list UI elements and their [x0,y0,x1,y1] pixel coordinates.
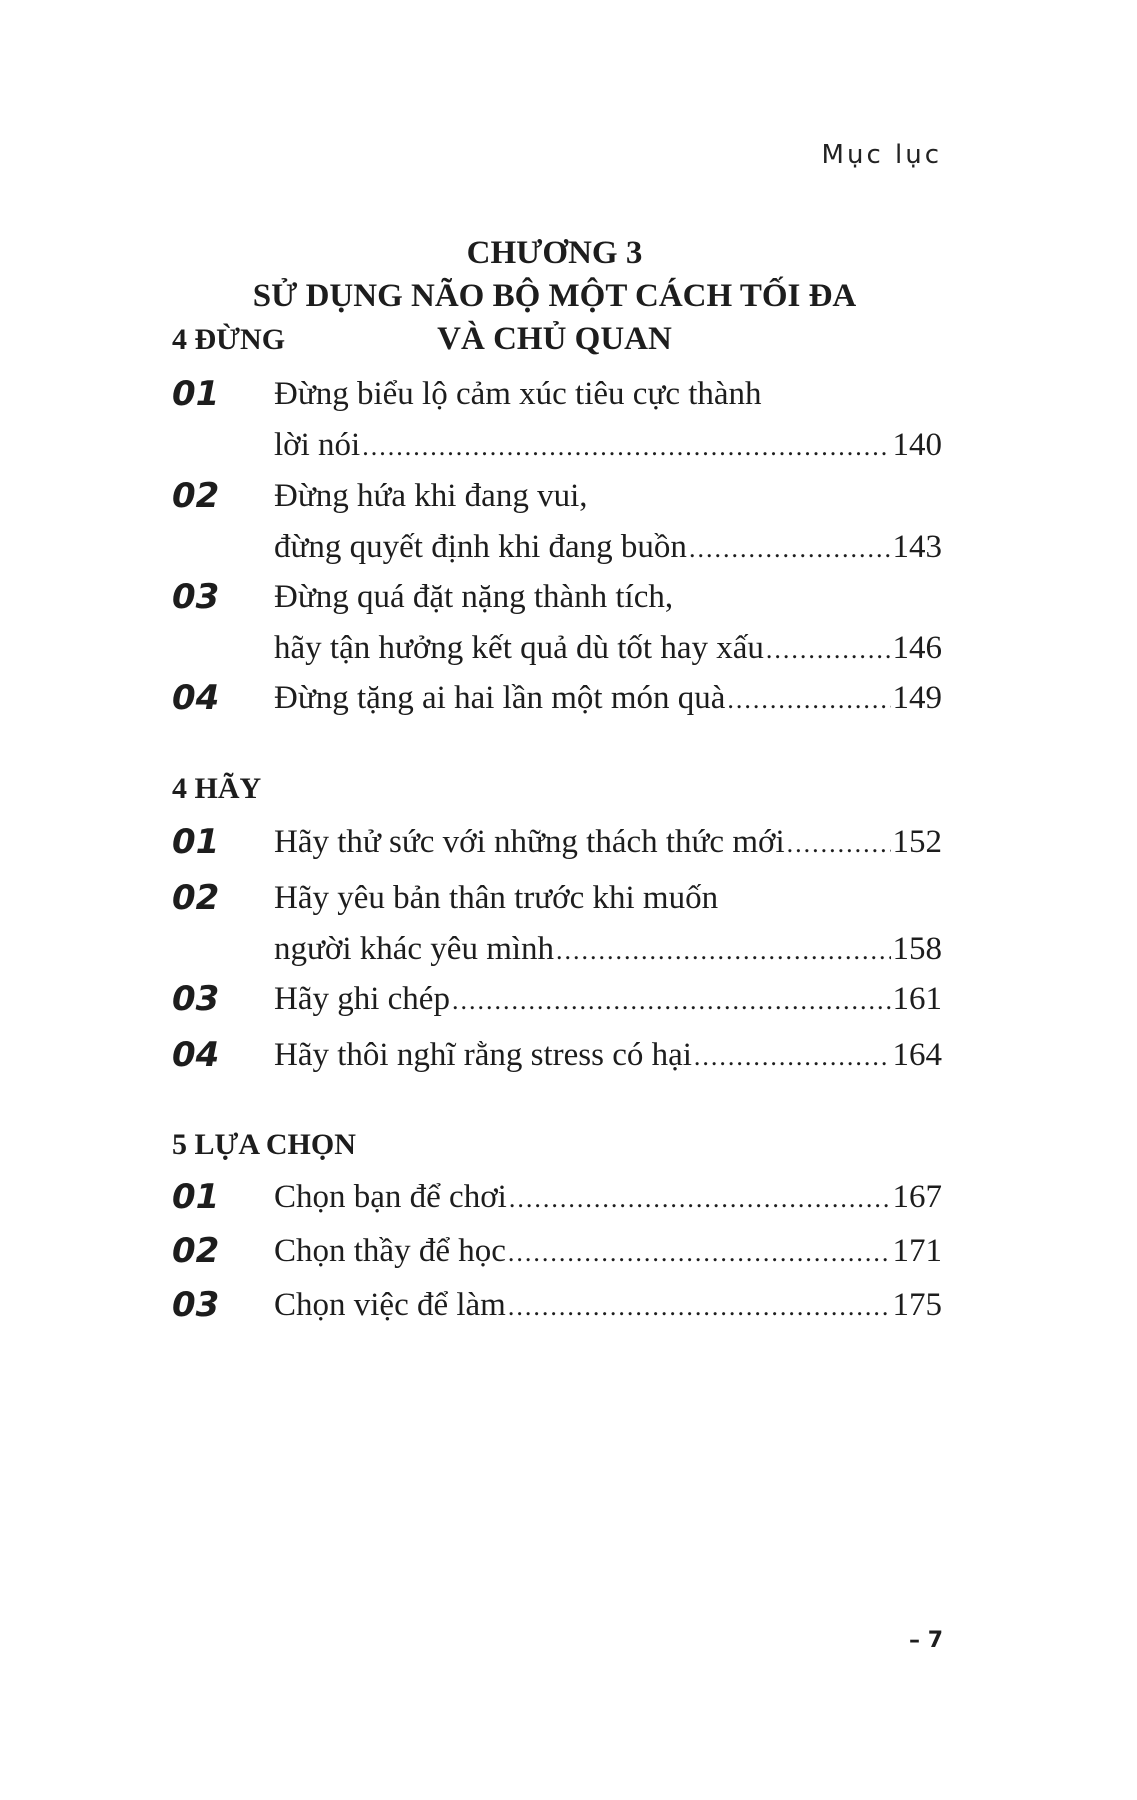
entry-title-cont: lời nói [274,427,361,463]
dot-leader [362,421,890,472]
dot-leader [556,925,890,976]
dot-leader [694,1031,891,1082]
chapter-heading [172,232,937,361]
entry-title: Chọn bạn để chơi [274,1179,507,1215]
page-number: 167 [892,1179,942,1215]
dot-leader [509,1173,891,1224]
toc-entry[interactable] [172,673,942,725]
entry-number: 02 [172,476,220,516]
entry-title: Chọn thầy để học [274,1233,506,1269]
entry-number: 01 [172,374,220,414]
folio-dash: – [909,1628,921,1653]
page-folio [909,1628,943,1653]
chapter-title-line-1: SỬ DỤNG NÃO BỘ MỘT CÁCH TỐI ĐA [252,278,857,314]
toc-entry[interactable] [172,873,942,976]
toc-entry[interactable] [172,1172,942,1224]
entry-number: 04 [172,1035,220,1075]
chapter-title-line-2: VÀ CHỦ QUAN [437,321,672,357]
dot-leader [452,975,891,1026]
toc-entry[interactable] [172,572,942,675]
entry-number: 02 [172,878,220,918]
entry-title: Chọn việc để làm [274,1287,506,1323]
entry-number: 04 [172,678,220,718]
dot-leader [787,818,891,869]
page-number: 161 [892,981,942,1017]
chapter-number: CHƯƠNG 3 [466,235,643,271]
entry-title: Đừng tặng ai hai lần một món quà [274,680,726,716]
toc-entry[interactable] [172,974,942,1026]
page-number: 152 [892,824,942,860]
toc-entry[interactable] [172,471,942,574]
entry-title: Hãy thử sức với những thách thức mới [274,824,785,860]
entry-title-cont: người khác yêu mình [274,931,555,967]
running-head: Mục lục [821,140,942,170]
toc-entry[interactable] [172,369,942,472]
entry-number: 01 [172,1177,220,1217]
section-title-hay: 4 HÃY [172,772,262,805]
section-title-lua-chon: 5 LỰA CHỌN [172,1128,356,1161]
page-number: 140 [892,427,942,463]
entry-number: 03 [172,979,220,1019]
entry-title-cont: hãy tận hưởng kết quả dù tốt hay xấu [274,630,764,666]
dot-leader [766,624,891,675]
entry-title-cont: đừng quyết định khi đang buồn [274,529,687,565]
entry-title: Hãy thôi nghĩ rằng stress có hại [274,1037,692,1073]
entry-title: Đừng hứa khi đang vui, [274,478,588,514]
entry-title: Đừng biểu lộ cảm xúc tiêu cực thành [274,376,762,412]
toc-entry[interactable] [172,1030,942,1082]
folio-number: 7 [927,1628,943,1653]
page-number: 164 [892,1037,942,1073]
page-number: 143 [892,529,942,565]
dot-leader [727,674,890,725]
toc-entry[interactable] [172,1280,942,1332]
toc-entry[interactable] [172,1226,942,1278]
entry-title: Hãy yêu bản thân trước khi muốn [274,880,719,916]
dot-leader [689,523,891,574]
dot-leader [508,1227,891,1278]
entry-title: Hãy ghi chép [274,981,450,1017]
page-number: 171 [892,1233,942,1269]
toc-entry[interactable] [172,817,942,869]
entry-title: Đừng quá đặt nặng thành tích, [274,579,674,615]
page-number: 175 [892,1287,942,1323]
entry-number: 02 [172,1231,220,1271]
dot-leader [508,1281,891,1332]
page-number: 158 [892,931,942,967]
entry-number: 03 [172,577,220,617]
entry-number: 01 [172,822,220,862]
page-number: 146 [892,630,942,666]
section-title-dung: 4 ĐỪNG [172,323,286,356]
page-number: 149 [892,680,942,716]
entry-number: 03 [172,1285,220,1325]
